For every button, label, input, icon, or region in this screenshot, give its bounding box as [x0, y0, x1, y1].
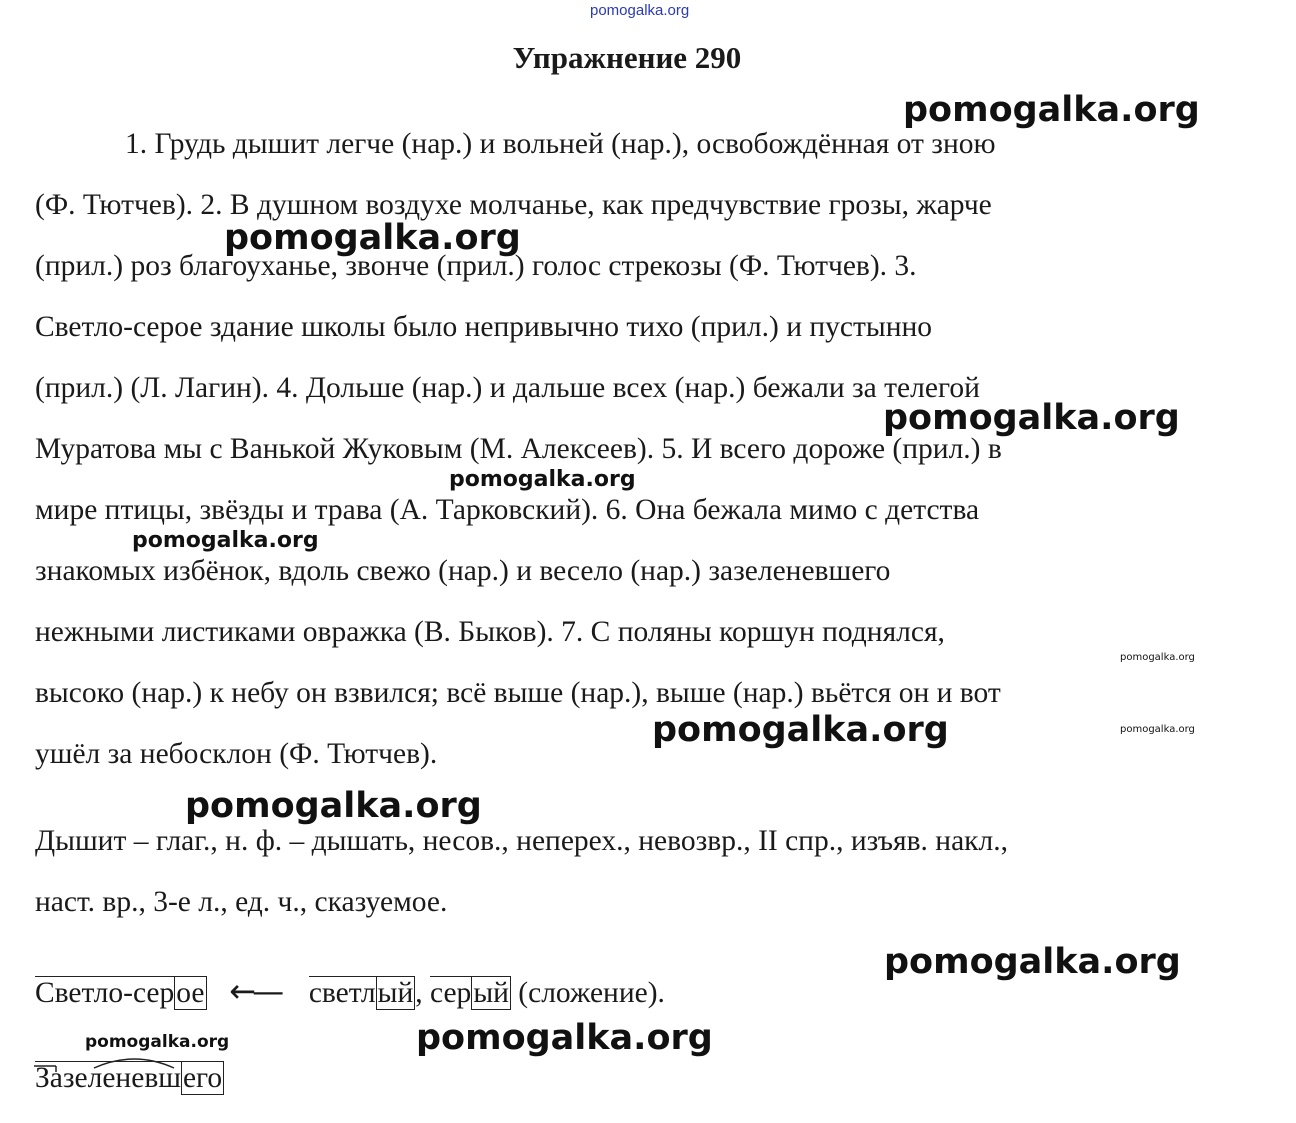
formation-method: (сложение). [518, 977, 665, 1009]
watermark: pomogalka.org [449, 467, 636, 492]
watermark: pomogalka.org [884, 942, 1181, 982]
text-line: знакомых избёнок, вдоль свежо (нар.) и весело (нар.) зазеленевшего [35, 555, 891, 587]
watermark: pomogalka.org [903, 90, 1200, 130]
text-line: мире птицы, звёзды и трава (А. Тарковский). 6. Она бежала мимо с детства [35, 494, 980, 526]
analysis-line: наст. вр., 3-е л., ед. ч., сказуемое. [35, 886, 448, 918]
ending-box: ый [473, 977, 509, 1009]
text-line: (Ф. Тютчев). 2. В душном воздухе молчанье, как предчувствие грозы, жарче [35, 189, 992, 221]
exercise-title: Упражнение 290 [512, 40, 742, 75]
watermark: pomogalka.org [132, 528, 319, 553]
root-arc-icon [34, 1052, 214, 1072]
comma: , [415, 977, 423, 1009]
watermark: pomogalka.org [883, 398, 1180, 438]
ending-box: его [182, 1062, 223, 1094]
watermark: pomogalka.org [416, 1018, 713, 1058]
watermark: pomogalka.org [185, 786, 482, 826]
watermark: pomogalka.org [652, 710, 949, 750]
text-line: (прил.) (Л. Лагин). 4. Дольше (нар.) и дальше всех (нар.) бежали за телегой [35, 372, 980, 404]
stem: светл [308, 977, 376, 1009]
stem: Светло-сер [35, 977, 175, 1009]
stem: Зазеленевш [35, 1062, 181, 1094]
watermark: pomogalka.org [1120, 652, 1195, 663]
analysis-line: Дышит – глаг., н. ф. – дышать, несов., неперех., невозвр., II спр., изъяв. накл., [35, 825, 1008, 857]
ending-box: ое [176, 977, 205, 1009]
watermark: pomogalka.org [1120, 724, 1195, 735]
text-line: (прил.) роз благоуханье, звонче (прил.) голос стрекозы (Ф. Тютчев). 3. [35, 250, 917, 282]
text-line: Светло-серое здание школы было непривычно тихо (прил.) и пустынно [35, 311, 933, 343]
text-line: 1. Грудь дышит легче (нар.) и вольней (нар.), освобождённая от зною [125, 128, 996, 160]
ending-box: ый [377, 977, 414, 1009]
text-line: Муратова мы с Ванькой Жуковым (М. Алексеев). 5. И всего дороже (прил.) в [35, 433, 1002, 465]
morpheme-row-1 [35, 972, 665, 1010]
watermark: pomogalka.org [85, 1032, 230, 1052]
arrow-left-icon: ←— [229, 972, 281, 1010]
watermark: pomogalka.org [224, 218, 521, 258]
stem: сер [430, 977, 472, 1009]
watermark-top: pomogalka.org [590, 2, 690, 19]
text-line: ушёл за небосклон (Ф. Тютчев). [35, 738, 438, 770]
text-line: нежными листиками овражка (В. Быков). 7. С поляны коршун поднялся, [35, 616, 945, 648]
text-line: высоко (нар.) к небу он взвился; всё выше (нар.), выше (нар.) вьётся он и вот [35, 677, 1001, 709]
